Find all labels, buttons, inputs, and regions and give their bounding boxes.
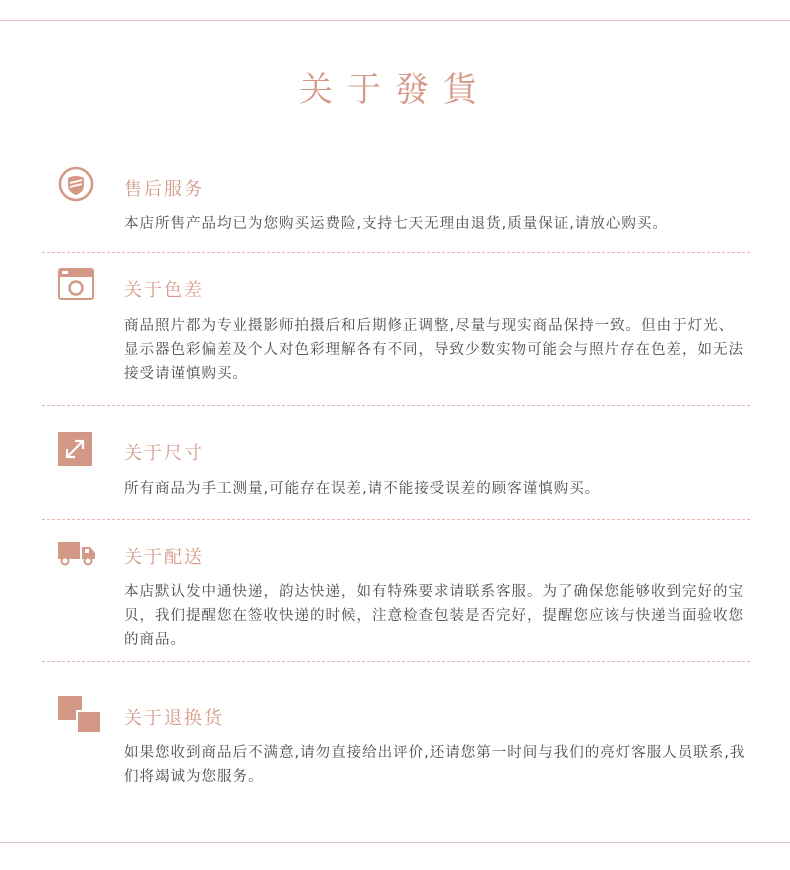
section-divider [42,252,750,253]
camera-icon [58,268,94,300]
resize-arrow-icon [58,432,92,466]
section-body: 商品照片都为专业摄影师拍摄后和后期修正调整,尽量与现实商品保持一致。但由于灯光、显示器色彩偏差及个人对色彩理解各有不同，导致少数实物可能会与照片存在色差，如无法接受请谨慎购买。 [124,318,744,382]
section-divider [42,661,750,662]
shield-icon [58,166,94,202]
section-title: 关于色差 [124,280,204,301]
section-divider [42,519,750,520]
top-rule [0,20,790,21]
truck-icon [58,540,96,566]
bottom-rule [0,842,790,843]
section-body: 本店默认发中通快递，韵达快递，如有特殊要求请联系客服。为了确保您能够收到完好的宝贝，我们提醒您在签收快递的时候，注意检查包装是否完好，提醒您应该与快递当面验收您的商品。 [124,584,744,648]
exchange-squares-icon [58,696,100,732]
section-body: 如果您收到商品后不满意,请勿直接给出评价,还请您第一时间与我们的亮灯客服人员联系,我们将竭诚为您服务。 [124,745,746,785]
section-body: 本店所售产品均已为您购买运费险,支持七天无理由退货,质量保证,请放心购买。 [124,216,668,232]
section-title: 关于配送 [124,547,204,568]
section-title: 关于尺寸 [124,443,204,464]
section-title: 售后服务 [124,179,204,200]
page-title: 关于發貨 [299,70,491,110]
section-divider [42,405,750,406]
section-body: 所有商品为手工测量,可能存在误差,请不能接受误差的顾客谨慎购买。 [124,481,601,497]
section-title: 关于退换货 [124,708,224,729]
